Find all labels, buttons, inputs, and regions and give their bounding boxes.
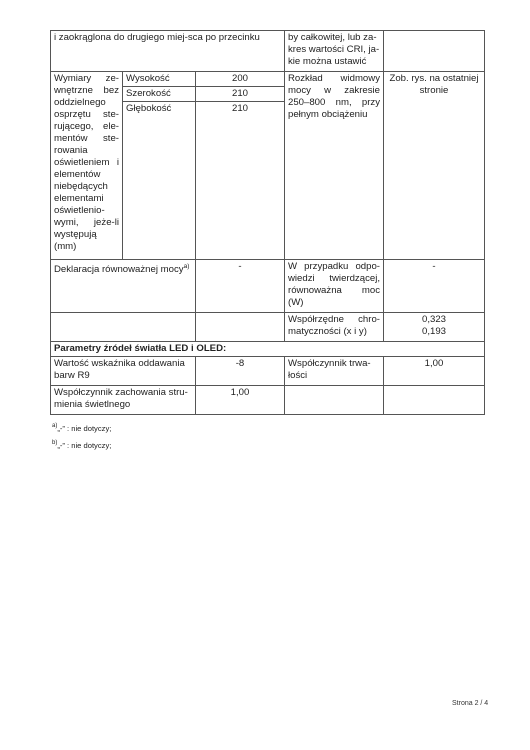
lumen-maintenance-label: Współczynnik zachowania stru-mienia świetlnego xyxy=(51,386,196,415)
depth-label: Głębokość xyxy=(123,102,196,260)
r9-label: Wartość wskaźnika oddawania barw R9 xyxy=(51,357,196,386)
row0-left-cell: i zaokrąglona do drugiego miej-sca po przecinku xyxy=(51,31,285,72)
empty-cell xyxy=(384,386,485,415)
survival-factor-value: 1,00 xyxy=(384,357,485,386)
table-row xyxy=(51,31,485,72)
table-row xyxy=(51,313,485,342)
height-value: 200 xyxy=(196,72,285,87)
section-title: Parametry źródeł światła LED i OLED: xyxy=(51,342,485,357)
r9-value: -8 xyxy=(196,357,285,386)
spectral-distribution-label: Rozkład widmowy mocy w zakresie 250–800 nm, przy pełnym obciążeniu xyxy=(285,72,384,260)
row0-right-cell: by całkowitej, lub za-kres wartości CRI, ja-kie można ustawić xyxy=(285,31,384,72)
chromaticity-value xyxy=(384,313,485,342)
parameters-table xyxy=(50,30,485,415)
table-row xyxy=(51,342,485,357)
footnote-b: $^{b)}$„-” : nie dotyczy; xyxy=(52,440,112,450)
empty-cell xyxy=(51,313,196,342)
height-label: Wysokość xyxy=(123,72,196,87)
chromaticity-x: 0,323 xyxy=(421,314,446,325)
chromaticity-label: Współrzędne chro-matyczności (x i y) xyxy=(285,313,384,342)
width-label: Szerokość xyxy=(123,87,196,102)
footnote-mark: a) xyxy=(183,263,190,270)
width-value: 210 xyxy=(196,87,285,102)
dimensions-label: Wymiary ze-wnętrzne bez oddzielnego osprzętu ste-rującego, ele-mentów ste-rowania oświetleniem i elementów niebędących elementami oświetlenio-wymi, jeże-li występują (mm) xyxy=(51,72,123,260)
chromaticity-y: 0,193 xyxy=(421,326,446,337)
table-row xyxy=(51,72,485,87)
empty-cell xyxy=(285,386,384,415)
equivalent-power-value: - xyxy=(384,260,485,313)
declared-power-value: - xyxy=(196,260,285,313)
spectral-distribution-value: Zob. rys. na ostatniej stronie xyxy=(384,72,485,260)
footnote-a: $^{a)}$„-” : nie dotyczy; xyxy=(52,423,112,433)
survival-factor-label: Współczynnik trwa-łości xyxy=(285,357,384,386)
declared-power-label: Deklaracja równoważnej mocy$^{a)}$ xyxy=(51,260,196,313)
footnotes xyxy=(52,419,111,453)
equivalent-power-label: W przypadku odpo-wiedzi twierdzącej, równoważna moc (W) xyxy=(285,260,384,313)
table-row xyxy=(51,260,485,313)
page-number: Strona 2 / 4 xyxy=(452,700,489,707)
lumen-maintenance-value: 1,00 xyxy=(196,386,285,415)
table-row xyxy=(51,357,485,386)
empty-cell xyxy=(196,313,285,342)
row0-empty-cell xyxy=(384,31,485,72)
depth-value: 210 xyxy=(196,102,285,260)
table-row xyxy=(51,386,485,415)
